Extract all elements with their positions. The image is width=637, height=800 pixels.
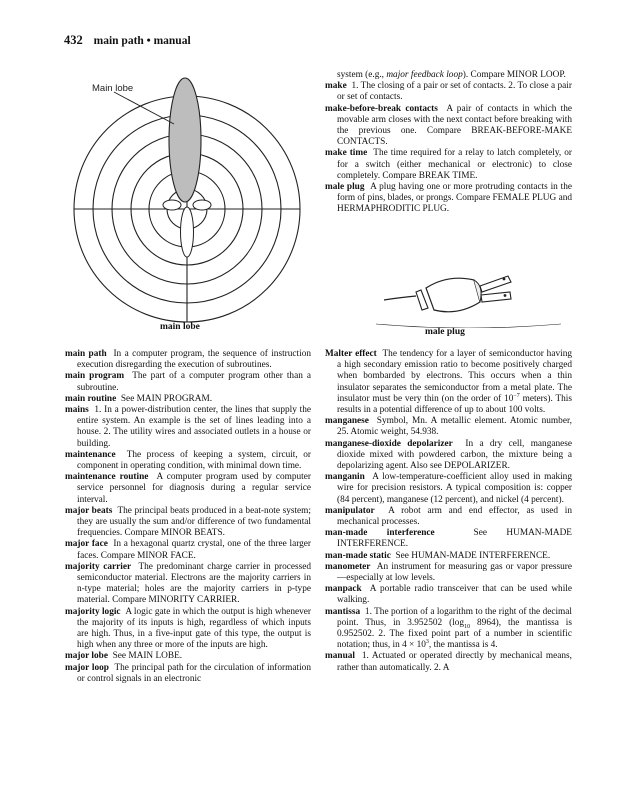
entry-make-before-break: make-before-break contacts A pair of contacts in which the movable arm closes with the next contact before breaking with the previous one. Compare BREAK-BEFORE-MAKE CONTACTS. bbox=[325, 103, 572, 148]
cord bbox=[384, 296, 416, 300]
entry-make-time: make time The time required for a relay to latch completely, or for a switch (either mechanical or electronic) to close completely. Compare BREAK TIME. bbox=[325, 148, 572, 181]
main-lobe-callout: Main lobe bbox=[92, 83, 134, 94]
prong-lower bbox=[481, 292, 511, 302]
entry-manometer: manometer An instrument for measuring gas or vapor pressure—especially at low levels. bbox=[325, 561, 572, 584]
male-plug-caption: male plug bbox=[425, 327, 465, 337]
entry-majority-logic: majority logic A logic gate in which the output is high whenever the majority of its inputs is high, regardless of which inputs are high. Thus, in a five-input gate of this type, the output is high when any three or more of the inputs are high. bbox=[65, 606, 311, 651]
running-head-title: main path • manual bbox=[93, 35, 191, 47]
entry-major-beats: major beats The principal beats produced in a beat-note system; they are usually the sum and/or difference of two fundamental frequencies. Compare MINOR BEATS. bbox=[65, 505, 311, 539]
entry-manganin: manganin A low-temperature-coefficient alloy used in making wire for precision resistors. A typical composition is: copper (84 percent), manganese (12 percent), and nickel (4 percent). bbox=[325, 472, 572, 505]
continued-entry: system (e.g., major feedback loop). Compare MINOR LOOP. bbox=[337, 70, 566, 80]
entry-manganese: manganese Symbol, Mn. A metallic element. Atomic number, 25. Atomic weight, 54.938. bbox=[325, 416, 572, 438]
main-lobe-caption: main lobe bbox=[160, 322, 200, 332]
entry-main-routine: main routine See MAIN PROGRAM. bbox=[65, 393, 213, 404]
side-lobe-left bbox=[163, 200, 181, 210]
entry-main-program: main program The part of a computer program other than a subroutine. bbox=[65, 371, 312, 393]
entry-malter-effect: Malter effect The tendency for a layer of semiconductor having a high secondary emission ratio to become positively charged when bombarded by electrons. This occurs when a thin insulator separates the semiconductor from a metal plate. The insulator must be very thin (on the order of $10^{-7}$ meters). This results in a potential difference of up to about 100 volts. bbox=[325, 349, 572, 416]
entry-majority-carrier: majority carrier The predominant charge carrier in processed semiconductor material. Electrons are the majority carriers in n-type material; holes are the majority carriers in p-type material. Compare MINORITY CARRIER. bbox=[65, 561, 311, 606]
entry-manpack: manpack A portable radio transceiver that can be used while walking. bbox=[325, 584, 572, 606]
page-number: 432 bbox=[64, 33, 83, 47]
entry-mantissa: mantissa 1. The portion of a logarithm to the right of the decimal point. Thus, in 3.952502 ($\log_{10}$ 8964), the mantissa is 0.952502. 2. The fixed point part of a number in scientific notation; thus, in $4 \times 10^3$, the mantissa is 4. bbox=[325, 606, 572, 651]
callout-leader bbox=[114, 92, 174, 124]
entry-major-lobe: major lobe See MAIN LOBE. bbox=[65, 651, 183, 662]
running-head bbox=[64, 33, 191, 48]
entry-manganese-dioxide-depolarizer: manganese-dioxide depolarizer In a dry cell, manganese dioxide mixed with powdered carbon, the mixture being a depolarizing agent. Also see DEPOLARIZER. bbox=[325, 438, 572, 472]
entry-mains: mains 1. In a power-distribution center, the lines that supply the entire system. An example is the set of lines leading into a house. 2. The utility wires and associated outlets in a house or building. bbox=[65, 405, 311, 449]
entry-male-plug: male plug A plug having one or more protruding contacts in the form of pins, blades, or prongs. Compare FEMALE PLUG and HERMAPHRODITIC PLUG. bbox=[325, 182, 572, 215]
right-column-top bbox=[325, 70, 572, 216]
entry-make: make 1. The closing of a pair or set of contacts. 2. To close a pair or set of contacts. bbox=[325, 81, 572, 103]
plug-body bbox=[426, 278, 480, 312]
main-lobe-figure bbox=[62, 72, 312, 337]
entry-major-face: major face In a hexagonal quartz crystal, one of the three larger faces. Compare MINOR FACE. bbox=[65, 539, 311, 561]
entry-maintenance: maintenance The process of keeping a system, circuit, or component in operating condition, with minimal down time. bbox=[65, 449, 311, 472]
strain-relief bbox=[416, 290, 428, 310]
left-column bbox=[65, 349, 311, 685]
right-column bbox=[325, 349, 572, 674]
male-plug-figure bbox=[376, 262, 561, 328]
entry-maintenance-routine: maintenance routine A computer program used by computer service personnel for diagnosis during a regular service interval. bbox=[65, 472, 311, 505]
entry-manipulator: manipulator A robot arm and end effector, as used in mechanical processes. bbox=[325, 505, 572, 528]
back-lobe bbox=[181, 207, 194, 257]
entry-major-loop: major loop The principal path for the circulation of information or control signals in an electronic bbox=[65, 662, 311, 684]
entry-man-made-static: man-made static See HUMAN-MADE INTERFERENCE. bbox=[325, 550, 551, 561]
prong-upper bbox=[480, 276, 511, 292]
entry-main-path: main path In a computer program, the sequence of instruction execution disregarding the execution of subroutines. bbox=[65, 349, 311, 371]
entry-manual: manual 1. Actuated or operated directly by mechanical means, rather than automatically. 2. A bbox=[325, 651, 572, 673]
lobe-shapes bbox=[163, 78, 211, 257]
main-lobe-shape bbox=[169, 78, 201, 202]
entry-man-made-interference: man-made interference See HUMAN-MADE INTERFERENCE. bbox=[325, 528, 572, 550]
side-lobe-right bbox=[193, 200, 211, 210]
